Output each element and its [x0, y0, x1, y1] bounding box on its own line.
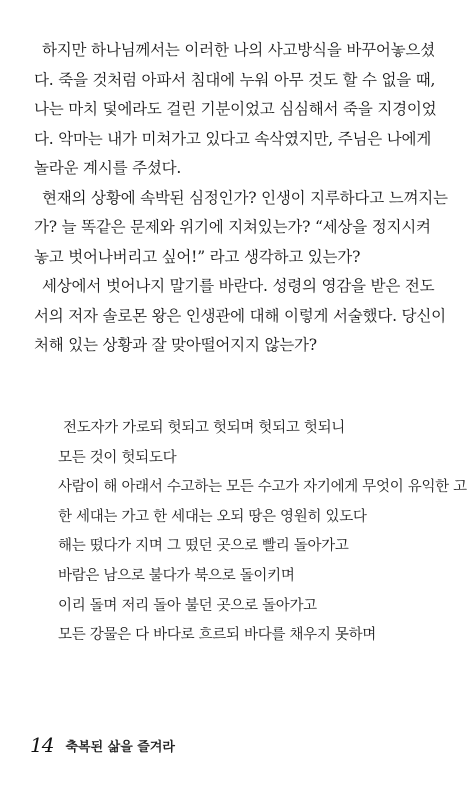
paragraph-line: 처해 있는 상황과 잘 맞아떨어지지 않는가?	[34, 336, 317, 354]
paragraph-line: 놓고 벗어나버리고 싶어!” 라고 생각하고 있는가?	[34, 247, 361, 266]
verse-line: 한 세대는 가고 한 세대는 오되 땅은 영원히 있도다	[58, 508, 367, 525]
paragraph-line: 나는 마치 덫에라도 걸린 기분이었고 심심해서 죽을 지경이었	[34, 100, 437, 118]
paragraph-line: 현재의 상황에 속박된 심정인가? 인생이 지루하다고 느껴지는	[42, 188, 448, 207]
paragraph-line: 가? 늘 똑같은 문제와 위기에 지쳐있는가? “세상을 정지시켜	[34, 218, 431, 236]
page-number: 14	[30, 733, 54, 757]
running-title: 축복된 삶을 즐겨라	[65, 739, 175, 755]
verse-line: 바람은 남으로 불다가 북으로 돌이키며	[58, 567, 295, 584]
scripture-quote	[58, 414, 467, 651]
paragraph-3	[34, 272, 446, 361]
page-footer	[30, 730, 175, 760]
verse-line: 이리 돌며 저리 돌아 불던 곳으로 돌아가고	[58, 597, 317, 614]
verse-line: 전도자가 가로되 헛되고 헛되며 헛되고 헛되니	[63, 420, 345, 436]
paragraph-1	[34, 36, 437, 184]
verse-line: 모든 강물은 다 바다로 흐르되 바다를 채우지 못하며	[58, 627, 377, 644]
verse-line: 모든 것이 헛되도다	[58, 449, 177, 466]
paragraph-line: 놀라운 계시를 주셨다.	[34, 159, 182, 177]
paragraph-2	[34, 184, 448, 273]
verse-line: 사람이 해 아래서 수고하는 모든 수고가 자기에게 무엇이 유익한 고	[58, 479, 467, 496]
paragraph-line: 세상에서 벗어나지 말기를 바란다. 성령의 영감을 받은 전도	[42, 277, 435, 295]
paragraph-line: 하지만 하나님께서는 이러한 나의 사고방식을 바꾸어놓으셨	[42, 41, 435, 59]
paragraph-line: 서의 저자 솔로몬 왕은 인생관에 대해 이렇게 서술했다. 당신이	[34, 306, 446, 325]
paragraph-line: 다. 악마는 내가 미쳐가고 있다고 속삭였지만, 주님은 나에게	[34, 129, 432, 148]
verse-line: 해는 떴다가 지며 그 떴던 곳으로 빨리 돌아가고	[58, 538, 349, 555]
paragraph-line: 다. 죽을 것처럼 아파서 침대에 누워 아무 것도 할 수 없을 때,	[34, 70, 436, 89]
body-text	[34, 36, 448, 361]
